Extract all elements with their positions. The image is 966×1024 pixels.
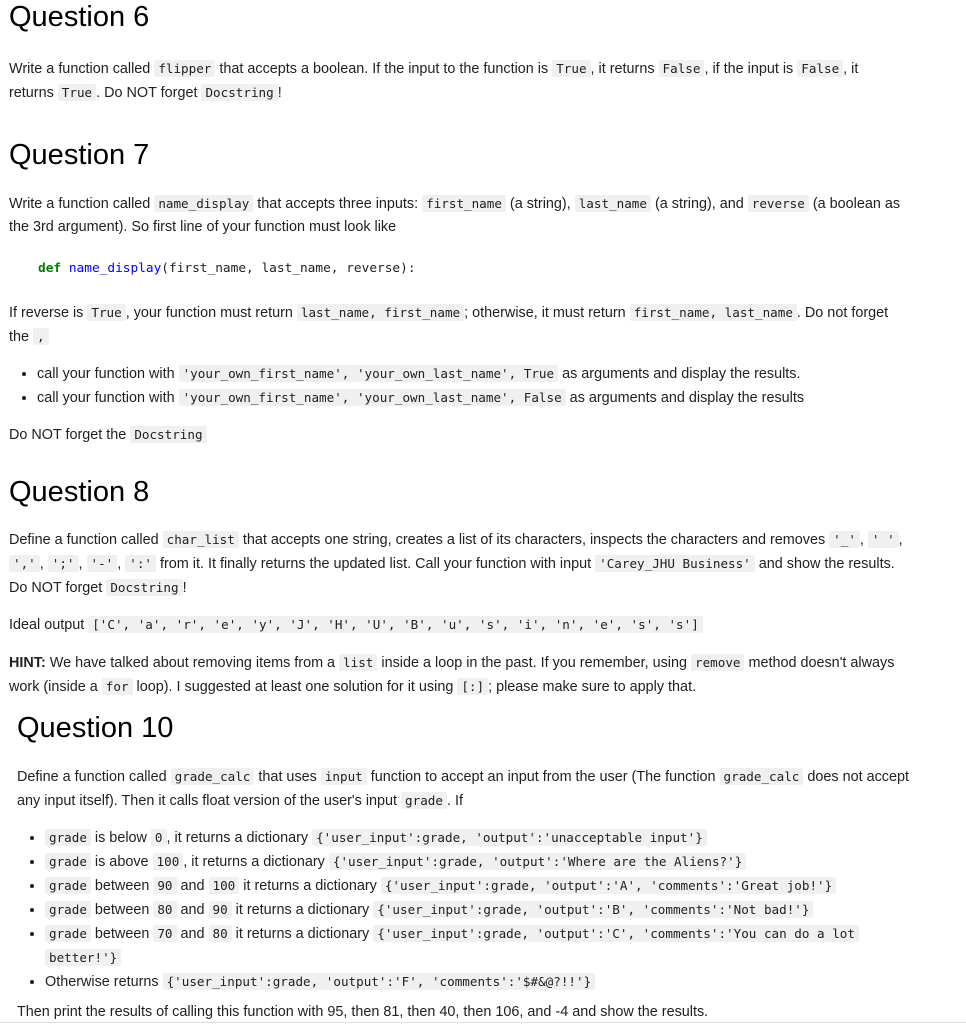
code-reverse: reverse (748, 195, 809, 212)
text: ! (182, 580, 187, 596)
text: Write a function called (9, 196, 155, 212)
text: , it (843, 61, 859, 77)
code-grade: grade (45, 853, 91, 870)
text: , (78, 556, 87, 572)
question-7-reverse-text (9, 301, 888, 349)
code-value: 100 (209, 877, 240, 894)
code-grade: grade (45, 829, 91, 846)
code-value: 90 (209, 901, 232, 918)
text: ! (277, 85, 282, 101)
question-7-list (9, 362, 804, 410)
code-docstring: Docstring (130, 426, 206, 443)
text: as arguments and display the results (565, 390, 805, 406)
code-function-name: name_display (68, 261, 162, 276)
code-grade-calc: grade_calc (720, 768, 804, 785)
text: and (176, 926, 209, 942)
text: If reverse is (9, 305, 88, 321)
code-name-display: name_display (154, 195, 253, 212)
code-semicolon: ';' (48, 555, 79, 572)
code-comma: , (33, 328, 49, 345)
code-grade: grade (45, 901, 91, 918)
text: that accepts three inputs: (253, 196, 423, 212)
text: method doesn't always (744, 655, 895, 671)
list-item (45, 874, 859, 898)
code-dictionary: {'user_input':grade, 'output':'B', 'comments':'Not bad!'} (373, 901, 813, 918)
code-grade: grade (401, 792, 447, 809)
question-10-title: Question 10 (17, 712, 174, 744)
question-6-title: Question 6 (9, 1, 150, 33)
code-return-reversed: last_name, first_name (297, 304, 464, 321)
text: , if the input is (704, 61, 798, 77)
code-last-name: last_name (575, 195, 651, 212)
code-grade: grade (45, 877, 91, 894)
question-6-text (9, 57, 858, 105)
code-call-true: 'your_own_first_name', 'your_own_last_name', True (179, 365, 559, 382)
list-item (37, 362, 804, 386)
code-dictionary: {'user_input':grade, 'output':'F', 'comments':'$#&@?!!'} (163, 973, 596, 990)
text: Do NOT forget (9, 580, 107, 596)
code-input-string: 'Carey_JHU Business' (595, 555, 755, 572)
question-10-text (17, 765, 909, 813)
text: , (39, 556, 48, 572)
text: . Do not forget (796, 305, 889, 321)
question-8-title: Question 8 (9, 476, 150, 508)
text: any input itself). Then it calls float version of the user's input (17, 793, 402, 809)
text: (a string), (505, 196, 575, 212)
code-value: 70 (153, 925, 176, 942)
code-false: False (797, 60, 843, 77)
text: We have talked about removing items from a (45, 655, 340, 671)
hint-label: HINT: (9, 655, 46, 671)
code-call-false: 'your_own_first_name', 'your_own_last_name', False (179, 389, 566, 406)
question-7-intro (9, 192, 900, 239)
code-value: 80 (209, 925, 232, 942)
text: between (90, 926, 154, 942)
question-8-text (9, 528, 903, 600)
code-value: 0 (151, 829, 167, 846)
text: Ideal output (9, 617, 89, 633)
text: ; otherwise, it must return (464, 305, 630, 321)
code-grade: grade (45, 925, 91, 942)
list-item (45, 826, 859, 850)
text: it returns a dictionary (239, 878, 381, 894)
text: that accepts a boolean. If the input to the function is (215, 61, 553, 77)
text: it returns a dictionary (231, 926, 374, 942)
code-keyword: def (38, 261, 62, 276)
code-ideal-output: ['C', 'a', 'r', 'e', 'y', 'J', 'H', 'U', 'B', 'u', 's', 'i', 'n', 'e', 's', 's'] (88, 616, 703, 633)
question-7-docstring-note (9, 423, 207, 447)
text: , it returns (590, 61, 659, 77)
code-docstring: Docstring (106, 579, 182, 596)
text: and (176, 878, 209, 894)
text: Write a function called (9, 61, 155, 77)
text: returns (9, 85, 58, 101)
code-dictionary: {'user_input':grade, 'output':'unacceptable input'} (312, 829, 707, 846)
code-first-name: first_name (422, 195, 506, 212)
text: and (176, 902, 209, 918)
question-10-final-text: Then print the results of calling this function with 95, then 81, then 40, then 106, and -4 and show the results. (17, 1004, 709, 1020)
code-true: True (87, 304, 125, 321)
code-value: 80 (153, 901, 176, 918)
text: , (898, 532, 903, 548)
code-flipper: flipper (154, 60, 215, 77)
text: and show the results. (754, 556, 895, 572)
text: does not accept (803, 769, 909, 785)
code-false: False (659, 60, 705, 77)
text: , (117, 556, 126, 572)
text: between (90, 902, 154, 918)
text: the (9, 329, 34, 345)
list-item (45, 898, 859, 922)
list-item (45, 850, 859, 874)
bottom-divider (0, 1022, 966, 1023)
code-colon: ':' (125, 555, 156, 572)
code-dictionary: {'user_input':grade, 'output':'C', 'comments':'You can do a lot (373, 925, 859, 942)
code-dictionary: better!'} (45, 949, 121, 966)
code-list: list (339, 654, 377, 671)
text: that uses (254, 769, 321, 785)
text: is below (90, 830, 151, 846)
text: is above (90, 854, 153, 870)
text: (a string), and (650, 196, 748, 212)
text: as arguments and display the results. (558, 366, 801, 382)
code-true: True (552, 60, 590, 77)
text: inside a loop in the past. If you remember, using (377, 655, 691, 671)
code-dictionary: {'user_input':grade, 'output':'Where are the Aliens?'} (329, 853, 746, 870)
code-return-normal: first_name, last_name (630, 304, 797, 321)
code-block-def (38, 257, 416, 280)
code-underscore: '_' (829, 531, 860, 548)
question-8-hint (9, 651, 894, 699)
code-space: ' ' (868, 531, 899, 548)
text: it returns a dictionary (231, 902, 374, 918)
text: , your function must return (125, 305, 297, 321)
text: , it returns a dictionary (183, 854, 329, 870)
text: call your function with (37, 390, 179, 406)
code-for: for (102, 678, 133, 695)
code-value: 90 (153, 877, 176, 894)
text: ; please make sure to apply that. (488, 679, 697, 695)
code-slice: [:] (457, 678, 488, 695)
code-arguments: (first_name, last_name, reverse): (161, 261, 416, 276)
code-dash: '-' (87, 555, 118, 572)
text: , it returns a dictionary (166, 830, 313, 846)
text: . Do NOT forget (96, 85, 202, 101)
question-10-list (17, 826, 859, 994)
code-docstring: Docstring (201, 84, 277, 101)
code-comma: ',' (9, 555, 40, 572)
code-grade-calc: grade_calc (171, 768, 255, 785)
code-dictionary: {'user_input':grade, 'output':'A', 'comments':'Great job!'} (381, 877, 836, 894)
question-7-title: Question 7 (9, 139, 150, 171)
text: call your function with (37, 366, 179, 382)
text: . If (446, 793, 463, 809)
text: function to accept an input from the user (The function (366, 769, 720, 785)
code-input: input (321, 768, 367, 785)
text: Do NOT forget the (9, 427, 131, 443)
text: Define a function called (17, 769, 171, 785)
text: Otherwise returns (45, 974, 163, 990)
text: the 3rd argument). So first line of your function must look like (9, 219, 397, 235)
list-item (45, 922, 859, 970)
text: between (90, 878, 154, 894)
text: that accepts one string, creates a list of its characters, inspects the characters and removes (238, 532, 830, 548)
text: Define a function called (9, 532, 163, 548)
code-remove: remove (691, 654, 745, 671)
code-true: True (58, 84, 96, 101)
list-item (37, 386, 804, 410)
text: , (859, 532, 868, 548)
question-8-ideal-output (9, 613, 703, 637)
text: work (inside a (9, 679, 102, 695)
text: loop). I suggested at least one solution for it using (132, 679, 458, 695)
list-item (45, 970, 859, 994)
code-value: 100 (153, 853, 184, 870)
code-char-list: char_list (163, 531, 239, 548)
text: (a boolean as (808, 196, 901, 212)
text: from it. It finally returns the updated list. Call your function with input (156, 556, 596, 572)
